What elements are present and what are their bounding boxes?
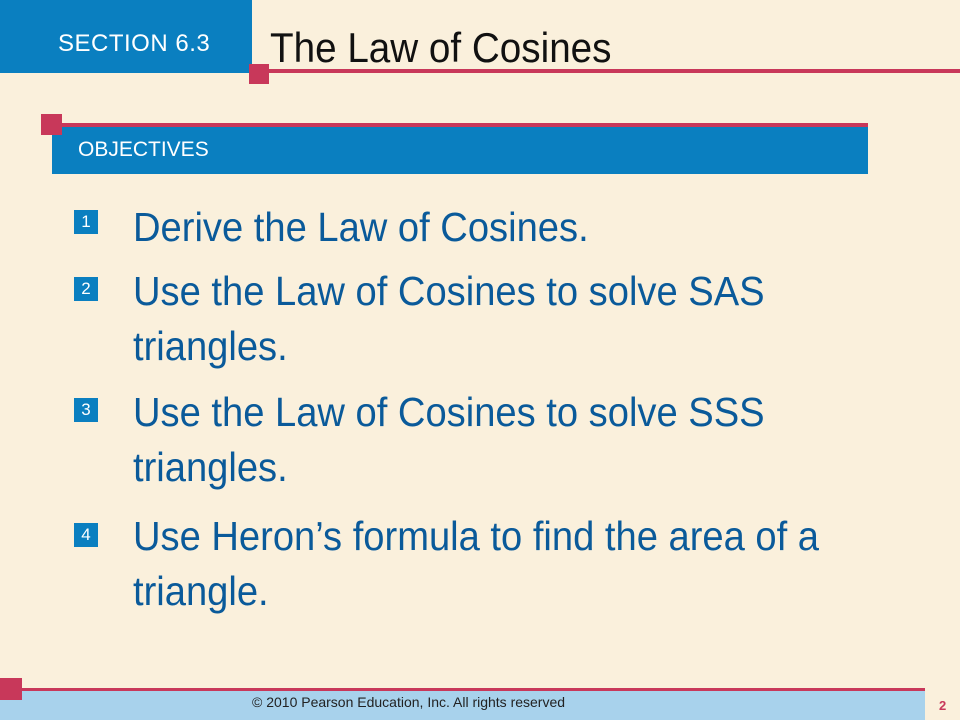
- objective-number-3: 3: [74, 398, 98, 422]
- objective-number-1: 1: [74, 210, 98, 234]
- objective-text-4: Use Heron’s formula to find the area of a triangle.: [133, 513, 820, 614]
- page-title: The Law of Cosines: [270, 24, 612, 71]
- section-header-box: [0, 0, 252, 73]
- objective-number-4: 4: [74, 523, 98, 547]
- title-square-marker: [249, 64, 269, 84]
- copyright-text: © 2010 Pearson Education, Inc. All rights reserved: [252, 694, 566, 710]
- objective-text-2: Use the Law of Cosines to solve SAS triangles.: [133, 268, 765, 369]
- objectives-heading: OBJECTIVES: [78, 138, 209, 161]
- objective-number-2: 2: [74, 277, 98, 301]
- objective-text-1: Derive the Law of Cosines.: [133, 204, 589, 250]
- objective-text-3: Use the Law of Cosines to solve SSS triangles.: [133, 389, 765, 490]
- objectives-square-marker: [41, 114, 62, 135]
- page-number: 2: [939, 698, 947, 713]
- section-label: SECTION 6.3: [58, 30, 211, 57]
- footer-square-marker: [0, 678, 22, 700]
